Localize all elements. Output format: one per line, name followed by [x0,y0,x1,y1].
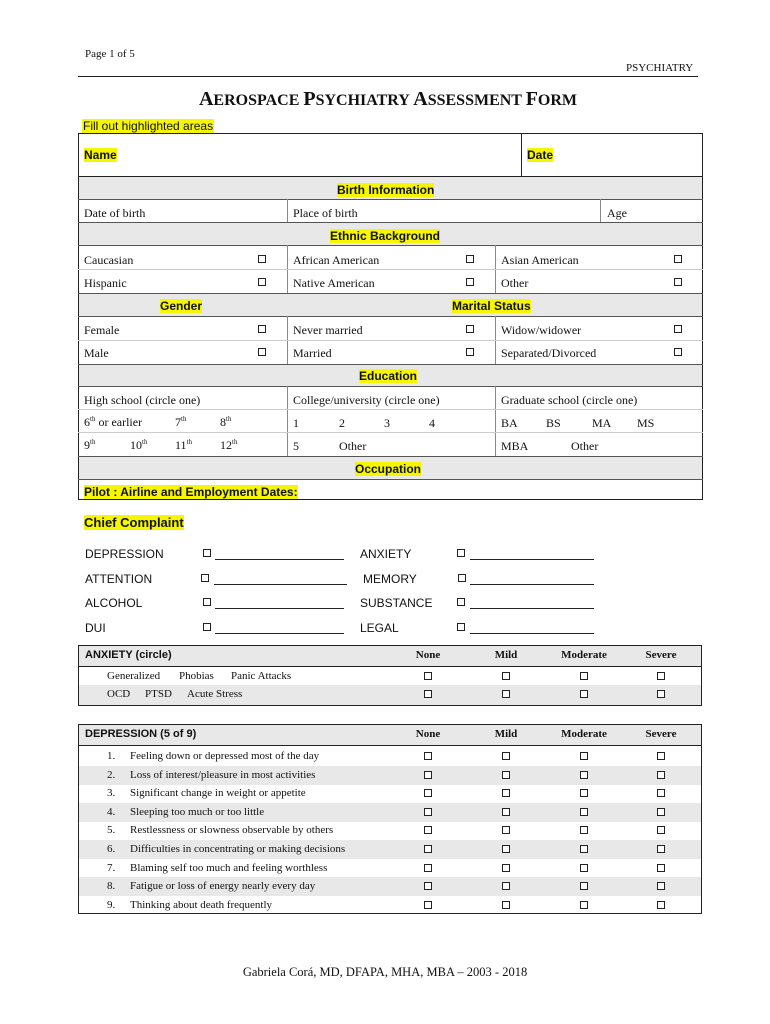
col-divider [600,199,601,222]
depression-item-number: 5. [107,824,116,836]
severity-severe: Severe [645,728,677,740]
row-divider [78,316,703,317]
checkbox[interactable] [201,574,209,582]
checkbox[interactable] [657,808,665,816]
depression-table-title: DEPRESSION (5 of 9) [85,728,197,740]
date-field[interactable]: Date [527,148,554,162]
hs-10th[interactable]: 10th [130,438,148,452]
checkbox[interactable] [657,901,665,909]
checkbox[interactable] [674,325,682,333]
grad-bs[interactable]: BS [546,416,561,430]
checkbox[interactable] [580,808,588,816]
severity-moderate: Moderate [561,649,607,661]
marital-widow: Widow/widower [501,323,582,337]
checkbox[interactable] [580,864,588,872]
severity-mild: Mild [494,649,518,661]
checkbox[interactable] [580,901,588,909]
checkbox[interactable] [580,845,588,853]
checkbox[interactable] [580,672,588,680]
hs-9th[interactable]: 9th [84,438,96,452]
checkbox[interactable] [203,623,211,631]
page-title: AEROSPACE PSYCHIATRY ASSESSMENT FORM [198,88,578,110]
ethnic-hispanic: Hispanic [84,276,127,290]
col-divider [495,386,496,456]
marital-married: Married [293,346,332,360]
row-divider [78,340,703,341]
depression-item-text: Fatigue or loss of energy nearly every day [130,880,316,892]
row-divider [78,269,703,270]
complaint-line[interactable] [470,584,594,585]
checkbox[interactable] [502,826,510,834]
checkbox[interactable] [424,789,432,797]
hs-11th[interactable]: 11th [175,438,193,452]
depression-item-text: Restlessness or slowness observable by others [130,824,334,836]
depression-item-number: 9. [107,899,116,911]
gender-male: Male [84,346,109,360]
checkbox[interactable] [424,771,432,779]
grad-ba[interactable]: BA [501,416,518,430]
checkbox[interactable] [502,672,510,680]
row-divider [78,432,703,433]
row-divider [78,245,703,246]
checkbox[interactable] [424,808,432,816]
checkbox[interactable] [502,808,510,816]
checkbox[interactable] [657,789,665,797]
depression-item-number: 7. [107,862,116,874]
checkbox[interactable] [502,690,510,698]
row-divider [78,199,703,200]
zebra-row [79,685,701,705]
severity-none: None [415,649,441,661]
checkbox[interactable] [657,882,665,890]
checkbox[interactable] [657,864,665,872]
complaint-depression: DEPRESSION [85,547,164,561]
row-divider [78,409,703,410]
row-divider [78,479,703,480]
age-label[interactable]: Age [607,206,627,220]
col-divider [287,386,288,456]
complaint-anxiety: ANXIETY [360,547,412,561]
instruction-text: Fill out highlighted areas [83,119,214,133]
marital-heading: Marital Status [452,299,531,313]
checkbox[interactable] [502,882,510,890]
severity-severe: Severe [645,649,677,661]
checkbox[interactable] [657,690,665,698]
checkbox[interactable] [502,864,510,872]
checkbox[interactable] [258,348,266,356]
checkbox[interactable] [580,826,588,834]
complaint-line[interactable] [215,559,344,560]
college-3[interactable]: 3 [384,416,390,430]
checkbox[interactable] [258,325,266,333]
checkbox[interactable] [657,826,665,834]
checkbox[interactable] [502,845,510,853]
header-rule [78,76,698,77]
complaint-attention: ATTENTION [85,572,153,586]
depression-item-text: Loss of interest/pleasure in most activities [130,769,316,781]
ethnic-asian-american: Asian American [501,253,579,267]
checkbox[interactable] [674,255,682,263]
checkbox[interactable] [580,690,588,698]
anxiety-ocd[interactable]: OCD [107,688,131,700]
anxiety-panic[interactable]: Panic Attacks [231,670,292,682]
checkbox[interactable] [466,325,474,333]
severity-moderate: Moderate [561,728,607,740]
checkbox[interactable] [502,901,510,909]
complaint-legal: LEGAL [360,621,399,635]
depression-item-number: 4. [107,806,116,818]
grad-ms[interactable]: MS [637,416,655,430]
depression-item-number: 2. [107,769,116,781]
gender-female: Female [84,323,120,337]
checkbox[interactable] [674,278,682,286]
checkbox[interactable] [657,771,665,779]
row-divider [78,386,703,387]
depression-item-text: Feeling down or depressed most of the day [130,750,320,762]
complaint-line[interactable] [214,584,347,585]
severity-none: None [415,728,441,740]
checkbox[interactable] [580,789,588,797]
checkbox[interactable] [466,255,474,263]
complaint-line[interactable] [215,633,344,634]
depression-item-number: 3. [107,787,116,799]
depression-item-number: 1. [107,750,116,762]
checkbox[interactable] [424,826,432,834]
complaint-line[interactable] [470,559,594,560]
depression-item-text: Significant change in weight or appetite [130,787,306,799]
complaint-substance: SUBSTANCE [360,596,433,610]
chief-complaint-heading: Chief Complaint [84,515,184,530]
department-label: PSYCHIATRY [626,62,694,74]
marital-never-married: Never married [293,323,363,337]
checkbox[interactable] [657,845,665,853]
college-2[interactable]: 2 [339,416,345,430]
row-divider [78,666,702,667]
name-date-divider [521,134,522,176]
checkbox[interactable] [457,623,465,631]
page-number: Page 1 of 5 [85,48,135,60]
checkbox[interactable] [258,278,266,286]
hs-6th-earlier[interactable]: 6th or earlier [84,415,143,429]
checkbox[interactable] [424,752,432,760]
complaint-line[interactable] [470,608,594,609]
grad-ma[interactable]: MA [592,416,612,430]
marital-separated: Separated/Divorced [501,346,597,360]
depression-item-text: Blaming self too much and feeling worthless [130,862,328,874]
row-divider [78,745,702,746]
col-divider [287,199,288,222]
anxiety-ptsd[interactable]: PTSD [145,688,172,700]
anxiety-generalized[interactable]: Generalized [107,670,161,682]
anxiety-acute-stress[interactable]: Acute Stress [187,688,243,700]
checkbox[interactable] [424,690,432,698]
checkbox[interactable] [502,752,510,760]
checkbox[interactable] [424,672,432,680]
complaint-alcohol: ALCOHOL [85,596,143,610]
occupation-heading: Occupation [355,462,422,476]
ethnic-african-american: African American [293,253,380,267]
checkbox[interactable] [203,549,211,557]
checkbox[interactable] [457,549,465,557]
checkbox[interactable] [424,845,432,853]
college-4[interactable]: 4 [429,416,435,430]
depression-item-number: 8. [107,880,116,892]
education-heading: Education [359,369,418,383]
depression-item-text: Sleeping too much or too little [130,806,265,818]
checkbox[interactable] [466,348,474,356]
ethnic-heading: Ethnic Background [330,229,441,243]
checkbox[interactable] [424,901,432,909]
hs-7th[interactable]: 7th [175,415,187,429]
name-field[interactable]: Name [84,148,117,162]
college-1[interactable]: 1 [293,416,299,430]
checkbox[interactable] [458,574,466,582]
checkbox[interactable] [580,882,588,890]
checkbox[interactable] [674,348,682,356]
pilot-employment-field[interactable]: Pilot : Airline and Employment Dates: [84,485,298,499]
college-other[interactable]: Other [339,439,367,453]
complaint-line[interactable] [215,608,344,609]
checkbox[interactable] [466,278,474,286]
birth-heading: Birth Information [337,183,435,197]
hs-12th[interactable]: 12th [220,438,238,452]
college-label: College/university (circle one) [293,393,440,407]
checkbox[interactable] [203,598,211,606]
depression-item-text: Difficulties in concentrating or making decisions [130,843,346,855]
ethnic-other: Other [501,276,529,290]
high-school-label: High school (circle one) [84,393,201,407]
checkbox[interactable] [424,882,432,890]
checkbox[interactable] [502,789,510,797]
complaint-line[interactable] [470,633,594,634]
checkbox[interactable] [580,771,588,779]
ethnic-native-american: Native American [293,276,375,290]
graduate-label: Graduate school (circle one) [501,393,638,407]
grad-other[interactable]: Other [571,439,599,453]
dob-label[interactable]: Date of birth [84,206,146,220]
hs-8th[interactable]: 8th [220,415,232,429]
gender-heading: Gender [160,299,203,313]
checkbox[interactable] [502,771,510,779]
depression-item-text: Thinking about death frequently [130,899,273,911]
grad-mba[interactable]: MBA [501,439,529,453]
checkbox[interactable] [657,672,665,680]
anxiety-phobias[interactable]: Phobias [179,670,214,682]
depression-item-number: 6. [107,843,116,855]
severity-mild: Mild [494,728,518,740]
checkbox[interactable] [457,598,465,606]
checkbox[interactable] [258,255,266,263]
checkbox[interactable] [657,752,665,760]
college-5[interactable]: 5 [293,439,299,453]
checkbox[interactable] [424,864,432,872]
ethnic-caucasian: Caucasian [84,253,134,267]
footer-credit: Gabriela Corá, MD, DFAPA, MHA, MBA – 2003 - 2018 [242,965,528,979]
checkbox[interactable] [580,752,588,760]
pob-label[interactable]: Place of birth [293,206,358,220]
complaint-memory: MEMORY [363,572,417,586]
anxiety-table-title: ANXIETY (circle) [85,649,172,661]
complaint-dui: DUI [85,621,106,635]
